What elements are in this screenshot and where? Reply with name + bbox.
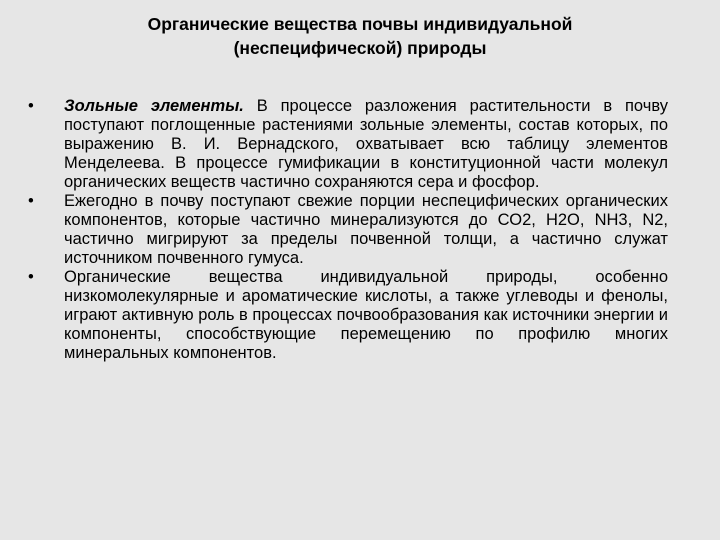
bullet-text: В процессе разложения растительности в почву поступают поглощенные растениями зольные элементы, состав которых, по выражению В. И. Вернадского, охватывает всю таблицу элементов Менделеева. В процессе гумификации в конституционной части молекул органических веществ частично сохраняются сера и фосфор. [64, 97, 668, 191]
bullet-item-individual-substances [28, 268, 668, 363]
bullet-item-annual-input [28, 192, 668, 268]
slide-title [60, 12, 660, 60]
bullet-list [28, 97, 668, 363]
bullet-marker: • [28, 268, 34, 286]
bullet-text: Ежегодно в почву поступают свежие порции неспецифических органических компонентов, которые частично минерализуются до СО2, Н2О, NH3, N2, частично мигрируют за пределы почвенной толщи, а частично служат источником почвенного гумуса. [64, 192, 668, 267]
slide-title-line-1: Органические вещества почвы индивидуальной [147, 14, 573, 34]
bullet-term: Зольные элементы. [64, 97, 244, 115]
bullet-marker: • [28, 97, 34, 115]
bullet-item-ash-elements [28, 97, 668, 192]
bullet-text: Органические вещества индивидуальной природы, особенно низкомолекулярные и ароматические кислоты, а также углеводы и фенолы, играют активную роль в процессах почвообразования как источники энергии и компоненты, способствующие перемещению по профилю многих минеральных компонентов. [64, 268, 668, 362]
slide-title-line-2: (неспецифической) природы [233, 38, 487, 58]
bullet-marker: • [28, 192, 34, 210]
